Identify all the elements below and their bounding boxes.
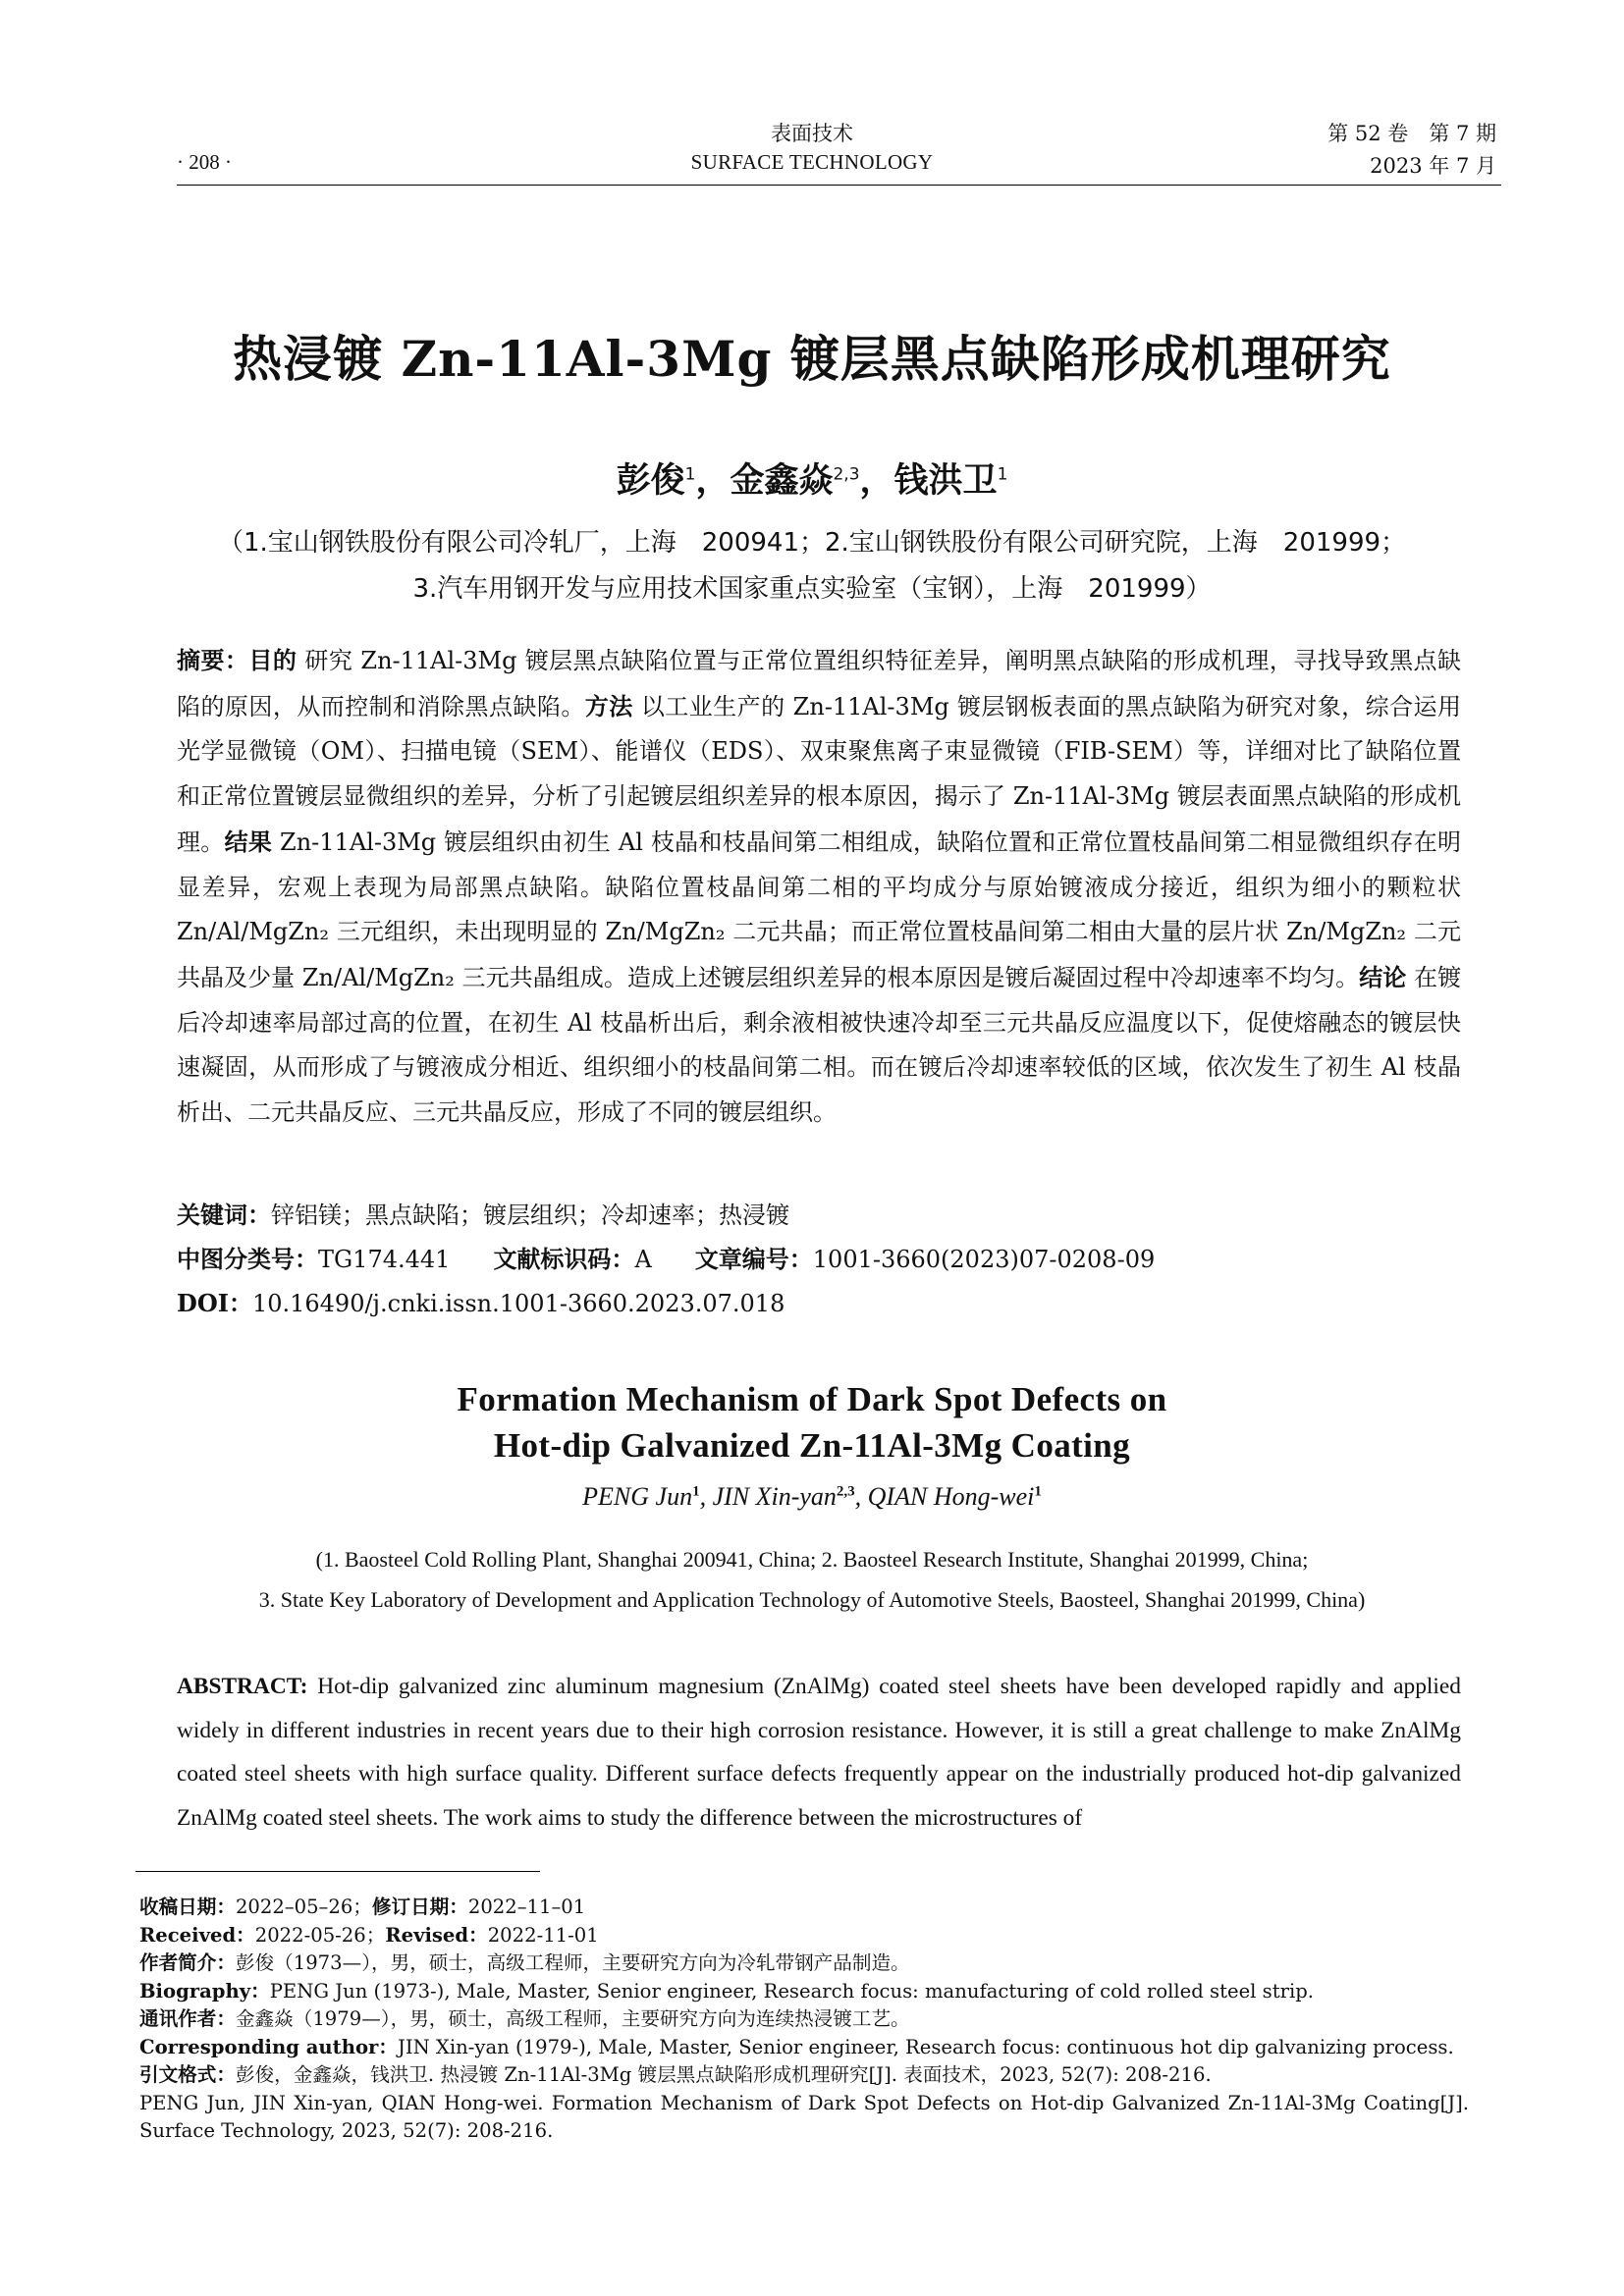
affiliations-cn bbox=[0, 520, 1624, 613]
affiliations-en bbox=[0, 1539, 1624, 1620]
biography-cn-line: 作者简介：彭俊（1973—），男，硕士，高级工程师，主要研究方向为冷轧带钢产品制造。 bbox=[139, 1951, 910, 1974]
purpose-text: 研究 Zn-11Al-3Mg 镀层黑点缺陷位置与正常位置组织特征差异，阐明黑点缺陷的形成机理，寻找导致黑点缺陷的原因，从而控制和消除黑点缺陷。 bbox=[177, 647, 1461, 721]
received-cn-line: 收稿日期：2022–05–26；修订日期：2022–11–01 bbox=[139, 1896, 586, 1918]
corresponding-cn-line: 通讯作者：金鑫焱（1979—），男，硕士，高级工程师，主要研究方向为连续热浸镀工艺。 bbox=[139, 2007, 910, 2030]
abstract-en bbox=[177, 1665, 1461, 1840]
author-cn: 彭俊$^1$， bbox=[616, 461, 731, 501]
clc-label: 中图分类号： bbox=[177, 1245, 318, 1273]
corresponding-en-line: Corresponding author：JIN Xin-yan (1979-), Male, Master, Senior engineer, Research focus: continuous hot dip galvanizing process. bbox=[139, 2035, 1454, 2058]
conclusion-text: 在镀后冷却速率局部过高的位置，在初生 Al 枝晶析出后，剩余液相被快速冷却至三元共晶反应温度以下，促使熔融态的镀层快速凝固，从而形成了与镀液成分相近、组织细小的枝晶间第二相。而在镀后冷却速率较低的区域，依次发生了初生 Al 枝晶析出、二元共晶反应、三元共晶反应，形成了不同的镀层组织。 bbox=[177, 963, 1461, 1127]
keywords-cn bbox=[177, 1196, 1461, 1230]
result-text: Zn-11Al-3Mg 镀层组织由初生 Al 枝晶和枝晶间第二相组成，缺陷位置和正常位置枝晶间第二相显微组织存在明显差异，宏观上表现为局部黑点缺陷。缺陷位置枝晶间第二相的平均成分与原始镀液成分接近，组织为细小的颗粒状 Zn/Al/MgZn₂ 三元组织，未出现明显的 Zn/MgZn₂ 二元共晶；而正常位置枝晶间第二相由大量的层片状 Zn/MgZn₂ 二元共晶及少量 Zn/Al/MgZn₂ 三元共晶组成。造成上述镀层组织差异的根本原因是镀后凝固过程中冷却速率不均匀。 bbox=[177, 828, 1462, 991]
doc-code-value: A bbox=[634, 1246, 652, 1273]
citation-cn-line: 引文格式：彭俊，金鑫焱，钱洪卫. 热浸镀 Zn-11Al-3Mg 镀层黑点缺陷形成机理研究[J]. 表面技术，2023, 52(7): 208-216. bbox=[139, 2063, 1212, 2086]
conclusion-label: 结论 bbox=[1359, 962, 1407, 991]
title-en-line: Hot-dip Galvanized Zn-11Al-3Mg Coating bbox=[493, 1426, 1131, 1465]
volume-issue: 第 52 卷 第 7 期 bbox=[1327, 122, 1496, 145]
header-rule bbox=[177, 185, 1501, 186]
journal-title-cn: 表面技术 bbox=[771, 122, 853, 145]
method-text: 以工业生产的 Zn-11Al-3Mg 镀层钢板表面的黑点缺陷为研究对象，综合运用光学显微镜（OM）、扫描电镜（SEM）、能谱仪（EDS）、双束聚焦离子束显微镜（FIB-SEM）等，详细对比了缺陷位置和正常位置镀层显微组织的差异，分析了引起镀层组织差异的根本原因，揭示了 Zn-11Al-3Mg 镀层表面黑点缺陷的形成机理。 bbox=[177, 692, 1461, 856]
authors-cn bbox=[0, 454, 1624, 503]
received-en-line: Received：2022-05-26；Revised：2022-11-01 bbox=[139, 1923, 599, 1947]
author-en: PENG Jun$^1$, bbox=[582, 1482, 713, 1511]
journal-title-en: SURFACE TECHNOLOGY bbox=[690, 150, 934, 174]
keywords-text: 锌铝镁；黑点缺陷；镀层组织；冷却速率；热浸镀 bbox=[271, 1201, 789, 1229]
author-cn: 钱洪卫$^1$ bbox=[893, 461, 1008, 501]
biography-en-line: Biography：PENG Jun (1973-), Male, Master, Senior engineer, Research focus: manufacturing of cold rolled steel strip. bbox=[139, 1979, 1314, 2002]
authors-en bbox=[0, 1482, 1624, 1512]
purpose-label: 目的 bbox=[248, 646, 298, 674]
result-label: 结果 bbox=[224, 827, 273, 856]
issue-date: 2023 年 7 月 bbox=[1370, 154, 1496, 178]
footnote-rule bbox=[135, 1871, 540, 1872]
keywords-label: 关键词： bbox=[177, 1201, 271, 1229]
author-cn: 金鑫焱$^{2,3}$， bbox=[730, 461, 894, 501]
article-no-value: 1001-3660(2023)07-0208-09 bbox=[812, 1246, 1156, 1273]
doc-code-label: 文献标识码： bbox=[493, 1245, 635, 1273]
affiliation-line: 3.汽车用钢开发与应用技术国家重点实验室（宝钢），上海 201999） bbox=[412, 574, 1212, 604]
abstract-label: 摘要： bbox=[177, 646, 249, 674]
title-en-line: Formation Mechanism of Dark Spot Defects on bbox=[457, 1380, 1167, 1418]
footnotes bbox=[139, 1894, 1469, 2146]
author-en: JIN Xin-yan$^{2,3}$, bbox=[712, 1482, 868, 1511]
citation-en-line: PENG Jun, JIN Xin-yan, QIAN Hong-wei. Formation Mechanism of Dark Spot Defects on Hot-dip Galvanized Zn-11Al-3Mg Coating[J]. Surface Technology, 2023, 52(7): 208-216. bbox=[139, 2091, 1469, 2142]
page-number: · 208 · bbox=[177, 150, 232, 174]
article-no-label: 文章编号： bbox=[694, 1245, 813, 1273]
article-title-en bbox=[0, 1376, 1624, 1468]
method-label: 方法 bbox=[584, 691, 633, 721]
doi-label: DOI： bbox=[177, 1289, 252, 1317]
doi-line bbox=[177, 1284, 1461, 1318]
doi-value[interactable]: 10.16490/j.cnki.issn.1001-3660.2023.07.018 bbox=[251, 1290, 785, 1317]
affiliation-line: 3. State Key Laboratory of Development and Application Technology of Automotive Steels, Baosteel, Shanghai 201999, China) bbox=[258, 1587, 1366, 1612]
article-title-cn: 热浸镀 Zn-11Al-3Mg 镀层黑点缺陷形成机理研究 bbox=[233, 330, 1391, 388]
abstract-en-text: Hot-dip galvanized zinc aluminum magnesium (ZnAlMg) coated steel sheets have been developed rapidly and applied widely in different industries in recent years due to their high corrosion resistance. However, it is still a great challenge to make ZnAlMg coated steel sheets with high surface quality. Different surface defects frequently appear on the industrially produced hot-dip galvanized ZnAlMg coated steel sheets. The work aims to study the difference between the microstructures of bbox=[177, 1674, 1461, 1831]
classification-line bbox=[177, 1240, 1461, 1274]
abstract-cn bbox=[177, 638, 1461, 1136]
abstract-en-label: ABSTRACT: bbox=[177, 1674, 308, 1699]
clc-value: TG174.441 bbox=[318, 1246, 451, 1273]
affiliation-line: (1. Baosteel Cold Rolling Plant, Shanghai 200941, China; 2. Baosteel Research Institute, Shanghai 201999, China; bbox=[315, 1547, 1309, 1572]
affiliation-line: （1.宝山钢铁股份有限公司冷轧厂，上海 200941；2.宝山钢铁股份有限公司研究院，上海 201999； bbox=[217, 528, 1407, 558]
author-en: QIAN Hong-wei$^1$ bbox=[867, 1482, 1042, 1511]
